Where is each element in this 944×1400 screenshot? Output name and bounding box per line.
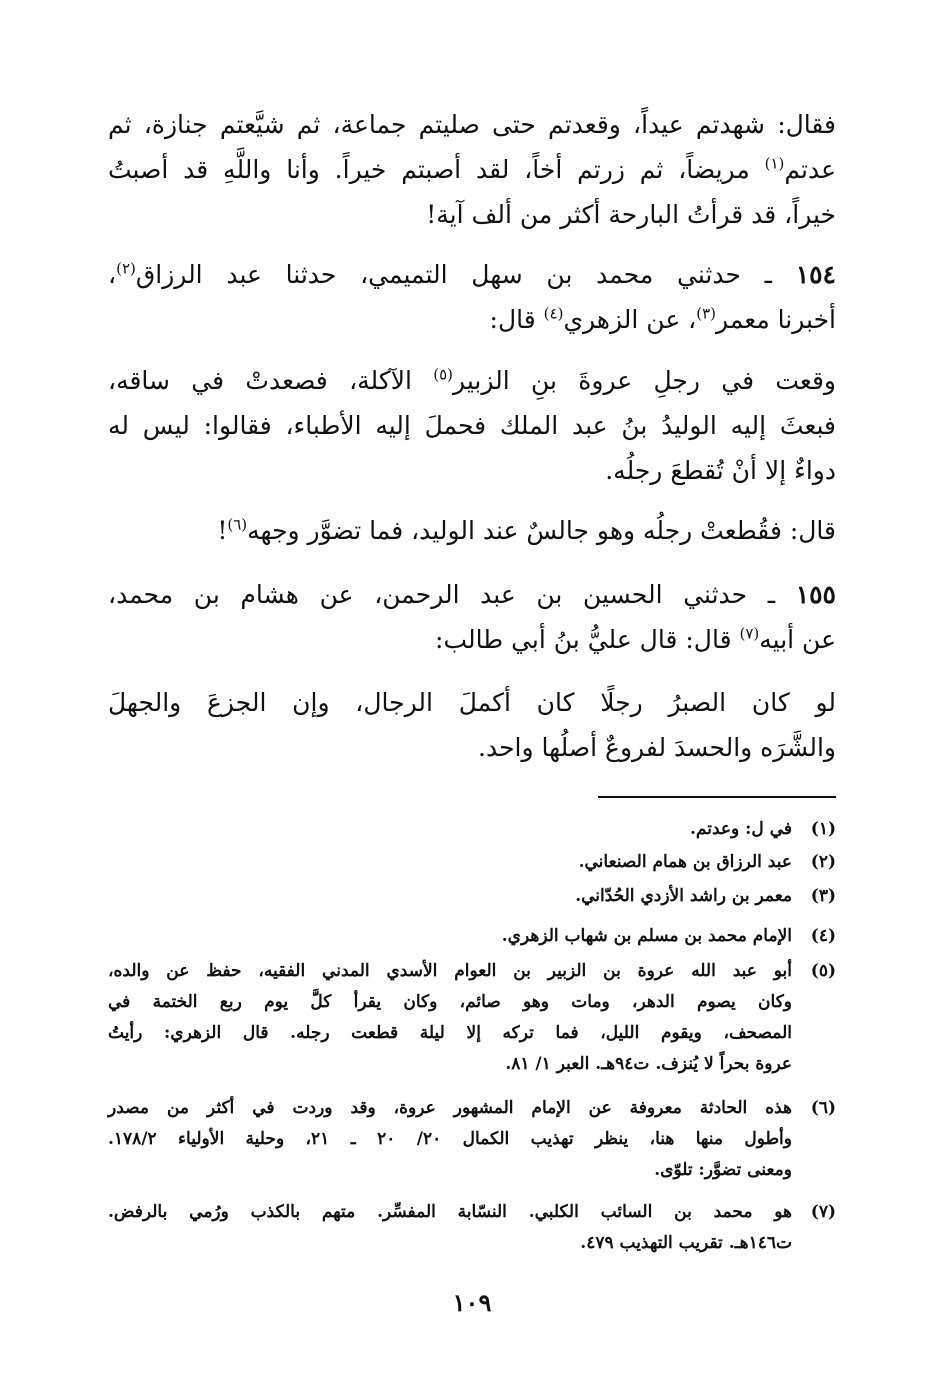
footnote-number: (٥) [810, 961, 836, 981]
text-line: فقال: شهدتم عيداً، وقعدتم حتى صليتم جماعة، ثم شيَّعتم جنازة، ثم [108, 110, 836, 139]
text-line [108, 508, 836, 553]
footnote-number: (٦) [810, 1098, 836, 1118]
text-fragment: ، [108, 260, 117, 289]
hadith-number: ١٥٥ [795, 580, 836, 609]
text-fragment: قال: [489, 305, 544, 334]
footnote-line: المصحف، ويقوم الليل، فما تركه إلا ليلة قطعت رجله. قال الزهري: رأيتُ [108, 1023, 792, 1043]
footnote-text [108, 814, 792, 845]
text-line: لو كان الصبرُ رجلًا كان أكملَ الرجال، وإن الجزعَ والجهلَ [108, 688, 836, 717]
footnote-line: وكان يصوم الدهر، ومات وهو صائم، وكان يقرأ كلَّ يوم ربع الختمة في [108, 992, 792, 1012]
footnote-4 [108, 921, 836, 952]
text-line: والشَّرَه والحسدَ لفروعٌ أصلُها واحد. [478, 733, 836, 762]
text-line [108, 358, 836, 403]
text-line [108, 572, 836, 617]
text-line [108, 252, 836, 297]
text-fragment: ـ حدثني محمد بن سهل التميمي، حدثنا عبد الرزاق [135, 260, 772, 289]
footnote-line: عروة بحراً لا يُنزف. ت٩٤هـ. العبر ١/ ٨١. [505, 1054, 792, 1074]
footnote-line: ومعنى تضوَّر: تلوّى. [654, 1160, 792, 1180]
text-fragment: قال: قال عليُّ بنُ أبي طالب: [435, 625, 740, 654]
footnote-5 [108, 956, 836, 1080]
footnote-line: الإمام محمد بن مسلم بن شهاب الزهري. [501, 926, 792, 946]
footnote-line: عبد الرزاق بن همام الصنعاني. [578, 852, 792, 872]
footnote-3 [108, 881, 836, 912]
text-line [108, 147, 836, 192]
footnote-ref: (٦) [227, 515, 248, 534]
text-fragment: عن أبيه [759, 625, 836, 654]
footnote-line: في ل: وعدتم. [690, 819, 792, 839]
footnote-line: هو محمد بن السائب الكلبي. النسّابة المفسِّر. متهم بالكذب ورُمي بالرفض. [108, 1202, 792, 1222]
text-line: فبعثَ إليه الوليدُ بنُ عبد الملك فحملَ إليه الأطباء، فقالوا: ليس له [108, 411, 836, 440]
paragraph-cut-leg [108, 508, 836, 553]
footnote-number: (٤) [810, 926, 836, 946]
footnote-text [108, 956, 792, 1080]
text-fragment: ـ حدثني الحسين بن عبد الرحمن، عن هشام بن محمد، [108, 580, 776, 609]
hadith-number: ١٥٤ [795, 260, 836, 289]
footnote-7 [108, 1197, 836, 1259]
footnote-2 [108, 847, 836, 878]
footnote-1 [108, 814, 836, 845]
text-fragment: عدتم [784, 155, 836, 184]
footnote-text [108, 881, 792, 912]
text-fragment: ! [217, 516, 228, 545]
footnote-text [108, 1197, 792, 1259]
text-fragment: قال: فقُطعتْ رجلُه وهو جالسٌ عند الوليد، فما تضوَّر وجهه [247, 516, 836, 545]
footnote-ref: (٧) [739, 624, 760, 643]
footnote-text [108, 921, 792, 952]
footnote-line: معمر بن راشد الأزدي الحُدّاني. [575, 886, 792, 906]
text-line: خيراً، قد قرأتُ البارحة أكثر من ألف آية! [426, 200, 836, 229]
text-line [108, 617, 836, 662]
text-fragment: أخبرنا معمر [716, 305, 836, 334]
footnote-text [108, 1093, 792, 1186]
narration-155 [108, 572, 836, 662]
paragraph-patience [108, 680, 836, 770]
footnote-text [108, 847, 792, 878]
footnote-line: وأطول منها هنا، ينظر تهذيب الكمال ٢٠/ ٢٠ ـ ٢١، وحلية الأولياء ١٧٨/٢. [108, 1129, 792, 1149]
footnote-ref: (٤) [543, 304, 564, 323]
footnote-ref: (٣) [696, 304, 717, 323]
footnote-number: (٧) [810, 1202, 836, 1222]
text-fragment: وقعت في رجلِ عروةَ بنِ الزبير [453, 366, 837, 395]
footnote-ref: (٢) [116, 259, 136, 278]
text-fragment: الآكلة، فصعدتْ في ساقه، [108, 366, 434, 395]
footnote-number: (٢) [810, 852, 836, 872]
footnote-ref: (١) [764, 154, 785, 173]
footnote-separator [598, 796, 836, 798]
text-line: دواءٌ إلا أنْ تُقطعَ رجلُه. [605, 456, 836, 485]
text-fragment: مريضاً، ثم زرتم أخاً، لقد أصبتم خيراً. وأنا واللَّهِ قد أصبتُ [108, 155, 750, 184]
text-line [108, 297, 836, 342]
paragraph-amputation [108, 358, 836, 493]
paragraph-opening [108, 102, 836, 237]
text-fragment: ، عن الزهري [563, 305, 697, 334]
footnote-ref: (٥) [433, 365, 454, 384]
footnote-number: (٣) [810, 886, 836, 906]
narration-154 [108, 252, 836, 342]
footnote-6 [108, 1093, 836, 1186]
footnote-line: ت١٤٦هـ. تقريب التهذيب ٤٧٩. [580, 1233, 792, 1253]
page-number: ١٠٩ [452, 1288, 492, 1317]
footnote-line: أبو عبد الله عروة بن الزبير بن العوام الأسدي المدني الفقيه، حفظ عن والده، [108, 961, 792, 981]
footnote-line: هذه الحادثة معروفة عن الإمام المشهور عروة، وقد وردت في أكثر من مصدر [108, 1098, 792, 1118]
footnote-number: (١) [810, 819, 836, 839]
